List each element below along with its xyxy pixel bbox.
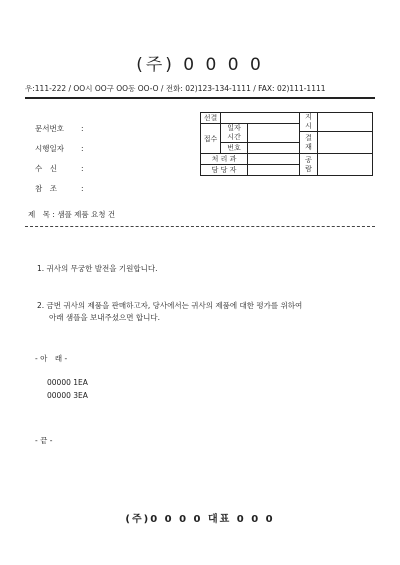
processing-dept-value xyxy=(248,154,300,165)
colon: : xyxy=(81,184,84,193)
person-in-charge-value xyxy=(248,165,300,176)
subject-row xyxy=(28,209,115,220)
approval-table xyxy=(200,112,373,176)
header-divider xyxy=(25,97,375,99)
body-item-2-line1: 2. 금번 귀사의 제품을 판매하고자, 당사에서는 귀사의 제품에 대한 평가를 위하여 xyxy=(37,301,303,310)
doc-number-label: 문서번호 xyxy=(35,124,64,133)
footer-signature: (주)0 0 0 0 대표 0 0 0 xyxy=(125,514,275,525)
prior-label: 선결 xyxy=(201,113,221,124)
sharing-label: 공 람 xyxy=(300,154,318,176)
colon: : xyxy=(81,164,84,173)
instruction-value xyxy=(318,113,373,132)
colon: : xyxy=(81,124,84,133)
datetime-value xyxy=(248,124,300,143)
body-item-1: 1. 귀사의 무궁한 발전을 기원합니다. xyxy=(37,264,158,273)
number-label: 번호 xyxy=(221,143,248,154)
end-marker: - 끝 - xyxy=(35,436,53,445)
subject-label: 제 목 xyxy=(28,210,50,219)
doc-number-row xyxy=(35,123,84,134)
sharing-value xyxy=(318,154,373,176)
date-label: 시행일자 xyxy=(35,144,64,153)
datetime-label: 일자 시간 xyxy=(221,124,248,143)
person-in-charge-label: 담 당 자 xyxy=(201,165,248,176)
recipient-label: 수 신 xyxy=(35,164,57,173)
colon: : xyxy=(52,210,55,219)
recipient-row xyxy=(35,163,84,174)
colon: : xyxy=(81,144,84,153)
number-value xyxy=(248,143,300,154)
subject-divider xyxy=(25,226,375,227)
receipt-label: 접수 xyxy=(201,124,221,154)
product-line: 00000 3EA xyxy=(47,391,88,400)
company-title: (주) 0 0 0 0 xyxy=(136,55,264,75)
date-row xyxy=(35,143,84,154)
section-heading-below: - 아 래 - xyxy=(35,354,68,363)
product-line: 00000 1EA xyxy=(47,378,88,387)
reference-label: 참 조 xyxy=(35,184,57,193)
processing-dept-label: 처 리 과 xyxy=(201,154,248,165)
body-item-2-line2: 아래 샘플을 보내주셨으면 합니다. xyxy=(49,313,160,322)
address-line: 우:111-222 / OO시 OO구 OO동 OO-O / 전화: 02)123-134-1111 / FAX: 02)111-1111 xyxy=(25,84,326,93)
prior-value xyxy=(221,113,300,124)
reference-row xyxy=(35,183,84,194)
decision-value xyxy=(318,132,373,154)
decision-label: 결 재 xyxy=(300,132,318,154)
instruction-label: 지 시 xyxy=(300,113,318,132)
subject-value: 샘플 제품 요청 건 xyxy=(57,210,116,219)
body-item-2 xyxy=(37,300,382,324)
